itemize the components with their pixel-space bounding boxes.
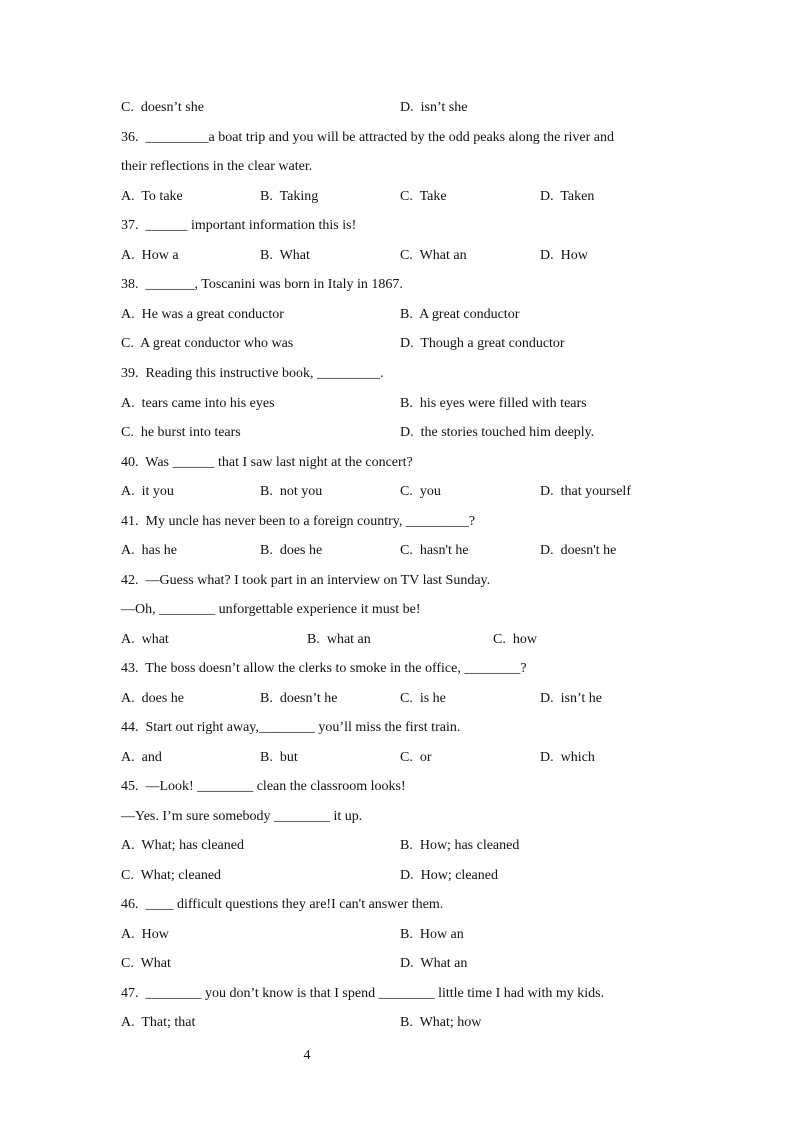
option-a: A. What; has cleaned	[121, 838, 244, 853]
option-d: D. which	[540, 750, 595, 765]
question-44: 44. Start out right away,________ you’ll miss the first train.	[121, 720, 461, 735]
question-46: 46. ____ difficult questions they are!I can't answer them.	[121, 897, 444, 912]
option-a: A. To take	[121, 189, 183, 204]
question-39: 39. Reading this instructive book, _________.	[121, 366, 384, 381]
page-number: 4	[303, 1048, 311, 1063]
option-d: D. How; cleaned	[400, 868, 498, 883]
option-d: D. that yourself	[540, 484, 631, 499]
option-a: A. How	[121, 927, 169, 942]
question-36: 36. _________a boat trip and you will be attracted by the odd peaks along the river and	[121, 130, 614, 145]
option-c: C. Take	[400, 189, 447, 204]
option-d: D. How	[540, 248, 588, 263]
option-a: A. does he	[121, 691, 184, 706]
question-37: 37. ______ important information this is!	[121, 218, 357, 233]
option-d: D. doesn't he	[540, 543, 617, 558]
option-d: D. isn’t she	[400, 100, 468, 115]
option-b: B. What; how	[400, 1015, 482, 1030]
option-c: C. is he	[400, 691, 446, 706]
question-36-continued: their reflections in the clear water.	[121, 159, 313, 174]
option-a: A. He was a great conductor	[121, 307, 284, 322]
option-c: C. you	[400, 484, 441, 499]
option-b: B. Taking	[260, 189, 319, 204]
option-c: C. What	[121, 956, 171, 971]
option-b: B. but	[260, 750, 298, 765]
option-d: D. the stories touched him deeply.	[400, 425, 595, 440]
option-c: C. A great conductor who was	[121, 336, 294, 351]
option-b: B. not you	[260, 484, 323, 499]
question-45: 45. —Look! ________ clean the classroom looks!	[121, 779, 406, 794]
option-b: B. does he	[260, 543, 323, 558]
option-d: D. What an	[400, 956, 468, 971]
option-b: B. what an	[307, 632, 371, 647]
option-b: B. his eyes were filled with tears	[400, 396, 587, 411]
option-a: A. has he	[121, 543, 177, 558]
question-42: 42. —Guess what? I took part in an interview on TV last Sunday.	[121, 573, 491, 588]
option-b: B. How an	[400, 927, 464, 942]
option-a: A. what	[121, 632, 169, 647]
option-a: A. tears came into his eyes	[121, 396, 275, 411]
option-b: B. A great conductor	[400, 307, 520, 322]
option-c: C. he burst into tears	[121, 425, 241, 440]
option-c: C. or	[400, 750, 432, 765]
question-38: 38. _______, Toscanini was born in Italy in 1867.	[121, 277, 403, 292]
question-47: 47. ________ you don’t know is that I spend ________ little time I had with my kids.	[121, 986, 605, 1001]
option-a: A. and	[121, 750, 162, 765]
option-d: D. Though a great conductor	[400, 336, 565, 351]
option-c: C. hasn't he	[400, 543, 469, 558]
option-c: C. doesn’t she	[121, 100, 204, 115]
option-d: D. Taken	[540, 189, 595, 204]
option-a: A. How a	[121, 248, 179, 263]
option-c: C. What; cleaned	[121, 868, 222, 883]
question-40: 40. Was ______ that I saw last night at the concert?	[121, 455, 413, 470]
option-b: B. doesn’t he	[260, 691, 338, 706]
question-42-reply: —Oh, ________ unforgettable experience it must be!	[121, 602, 421, 617]
question-45-reply: —Yes. I’m sure somebody ________ it up.	[121, 809, 363, 824]
question-41: 41. My uncle has never been to a foreign country, _________?	[121, 514, 476, 529]
option-c: C. What an	[400, 248, 467, 263]
option-b: B. What	[260, 248, 310, 263]
option-a: A. it you	[121, 484, 174, 499]
question-43: 43. The boss doesn’t allow the clerks to smoke in the office, ________?	[121, 661, 527, 676]
option-b: B. How; has cleaned	[400, 838, 520, 853]
option-d: D. isn’t he	[540, 691, 602, 706]
option-c: C. how	[493, 632, 537, 647]
option-a: A. That; that	[121, 1015, 196, 1030]
